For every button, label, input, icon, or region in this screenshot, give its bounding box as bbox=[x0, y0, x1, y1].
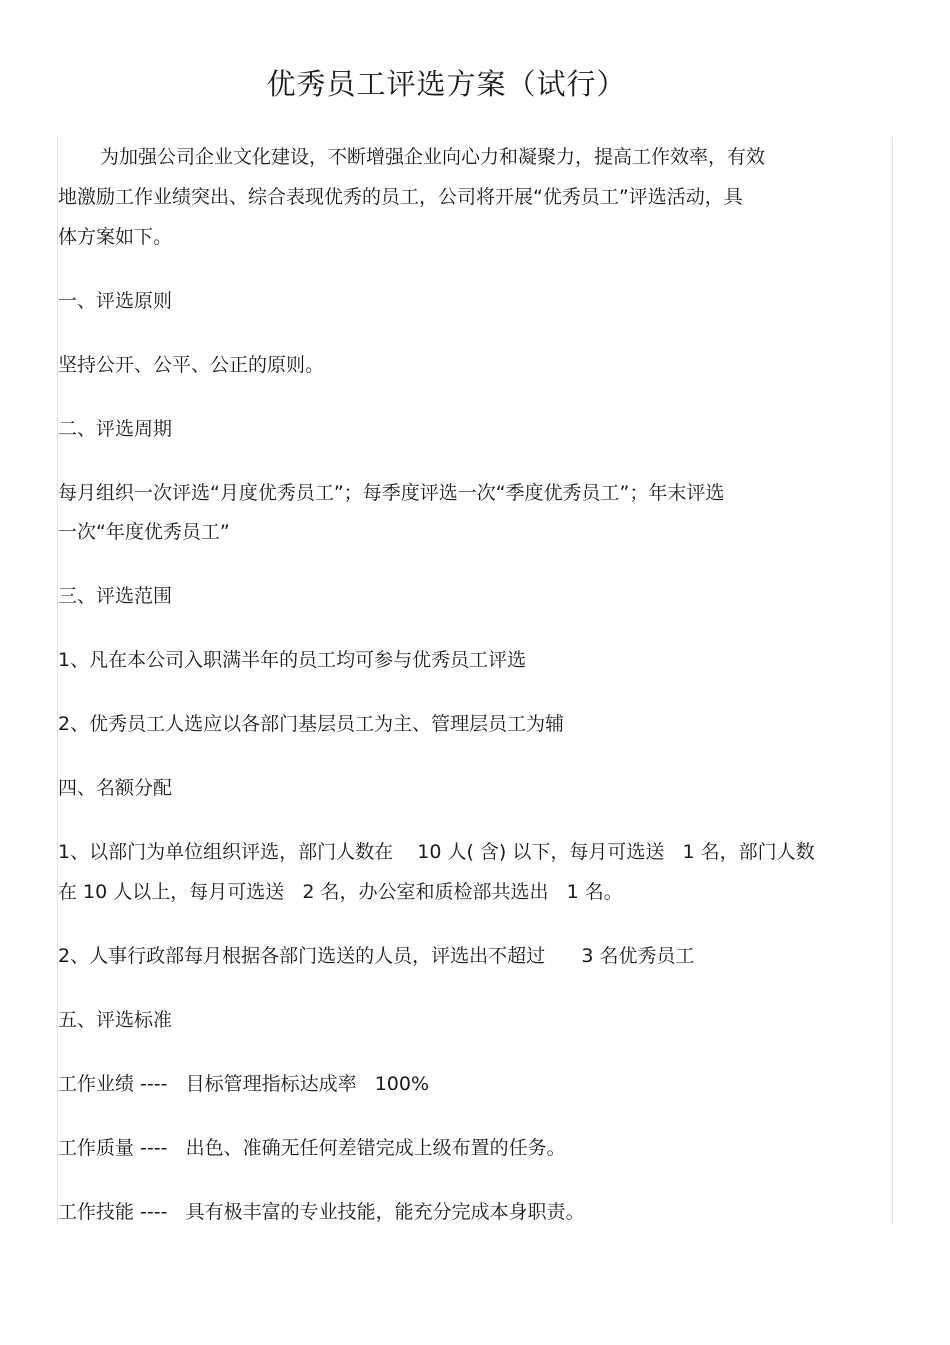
section-5-item-2: 工作质量 ---- 出色、准确无任何差错完成上级布置的任务。 bbox=[58, 1137, 566, 1159]
intro-line-1: 为加强公司企业文化建设，不断增强企业向心力和凝聚力，提高工作效率，有效 bbox=[100, 146, 766, 168]
document-title: 优秀员工评选方案（试行） bbox=[266, 67, 627, 101]
section-4-item-1-line-1: 1、以部门为单位组织评选，部门人数在 10 人( 含) 以下，每月可选送 1 名，部门人数 bbox=[58, 841, 815, 863]
section-4-item-2: 2、人事行政部每月根据各部门选送的人员，评选出不超过 3 名优秀员工 bbox=[58, 945, 695, 967]
section-3-heading: 三、评选范围 bbox=[58, 585, 173, 607]
section-2-heading: 二、评选周期 bbox=[58, 418, 173, 440]
section-5-item-1: 工作业绩 ---- 目标管理指标达成率 100% bbox=[58, 1073, 430, 1095]
intro-line-3: 体方案如下。 bbox=[58, 226, 173, 248]
section-1-text: 坚持公开、公平、公正的原则。 bbox=[58, 354, 325, 376]
section-3-item-2: 2、优秀员工人选应以各部门基层员工为主、管理层员工为辅 bbox=[58, 713, 565, 735]
section-1-heading: 一、评选原则 bbox=[58, 290, 173, 312]
section-4-heading: 四、名额分配 bbox=[58, 777, 173, 799]
section-3-item-1: 1、凡在本公司入职满半年的员工均可参与优秀员工评选 bbox=[58, 649, 527, 671]
section-2-text-line-1: 每月组织一次评选“月度优秀员工”；每季度评选一次“季度优秀员工”；年末评选 bbox=[58, 482, 725, 504]
section-4-item-1-line-2: 在 10 人以上，每月可选送 2 名，办公室和质检部共选出 1 名。 bbox=[58, 881, 623, 903]
intro-line-2: 地激励工作业绩突出、综合表现优秀的员工，公司将开展“优秀员工”评选活动，具 bbox=[58, 186, 743, 208]
section-2-text-line-2: 一次“年度优秀员工” bbox=[58, 521, 230, 543]
section-5-item-3: 工作技能 ---- 具有极丰富的专业技能，能充分完成本身职责。 bbox=[58, 1201, 585, 1223]
right-margin-rule bbox=[892, 137, 893, 1225]
section-5-heading: 五、评选标准 bbox=[58, 1009, 173, 1031]
